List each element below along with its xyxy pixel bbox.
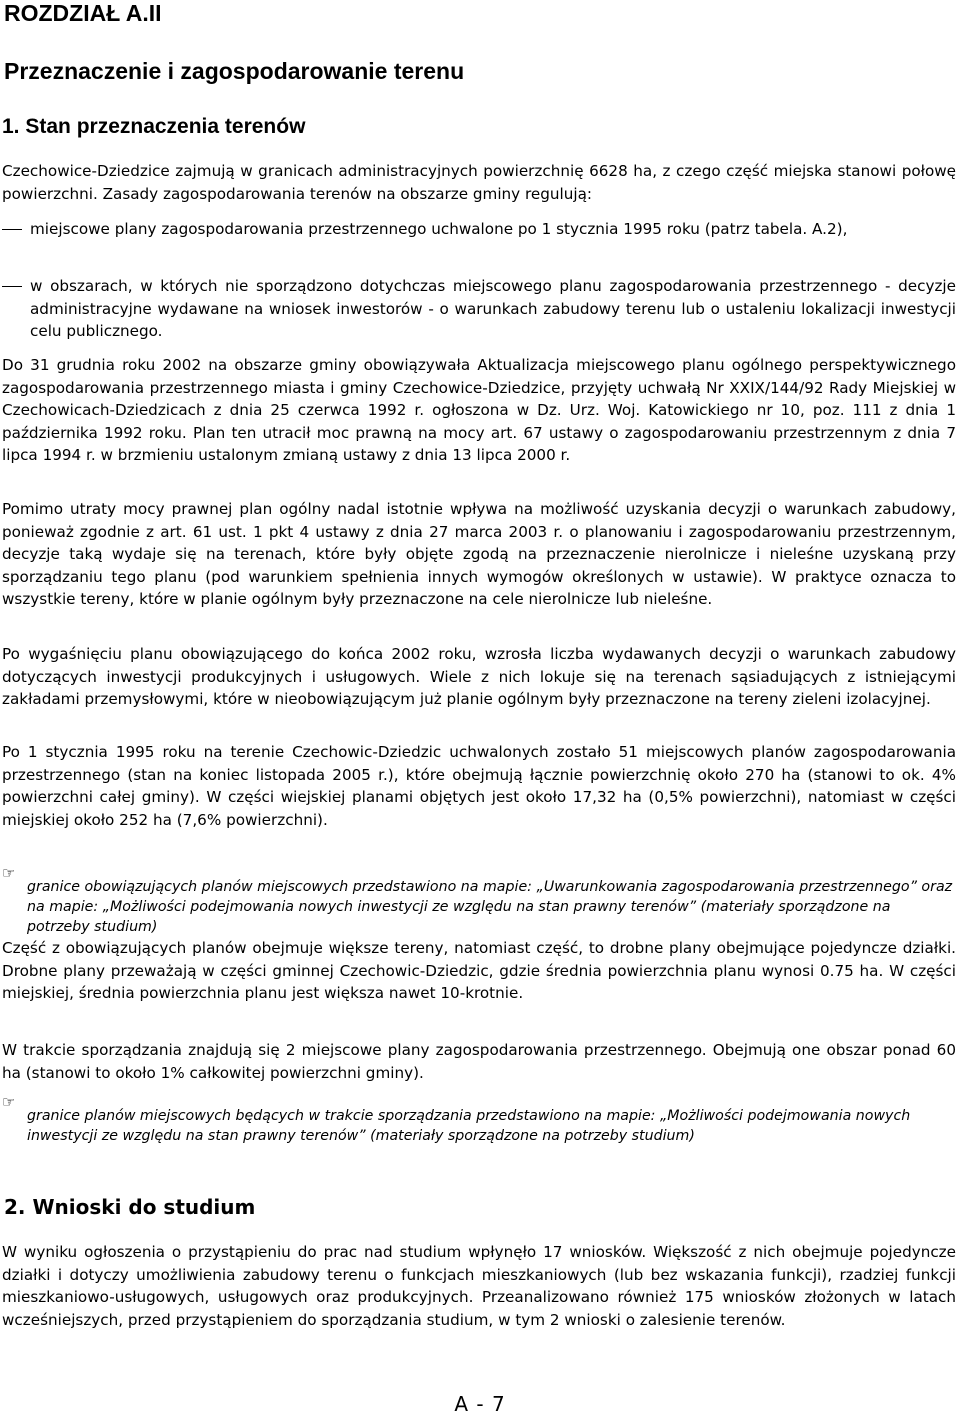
paragraph-local-plans: Po 1 stycznia 1995 roku na terenie Czechowic-Dziedzic uchwalonych zostało 51 miejscowych planów zagospodarowania przestrzennego (stan na koniec listopada 2005 r.), które obejmują łącznie powierzchnię około 270 ha (stanowi to ok. 4% powierzchni całej gminy). W części wiejskiej planami objętych jest około 17,32 ha (0,5% powierzchni), natomiast w części miejskiej około 252 ha (7,6% powierzchni). [2,743,956,829]
pointing-hand-icon: ☞ [2,864,16,882]
pointing-hand-icon: ☞ [2,1093,16,1111]
section-1-heading: 1. Stan przeznaczenia terenów [2,115,306,138]
list-item [2,218,956,241]
section-2-heading: 2. Wnioski do studium [4,1195,256,1219]
map-note [2,1093,956,1161]
list-item-text: miejscowe plany zagospodarowania przestrzennego uchwalone po 1 stycznia 1995 roku (patrz tabela. A.2), [30,220,848,238]
paragraph-plan-sizes: Część z obowiązujących planów obejmuje większe tereny, natomiast część, to drobne plany obejmujące pojedyncze działki. Drobne plany przeważają w części gminnej Czechowic-Dziedzic, gdzie średnia powierzchnia planu wynosi 0.75 ha. W części miejskiej, średnia powierzchnia planu jest większa nawet 10-krotnie. [2,939,956,1002]
dash-bullet [2,286,22,287]
page-title: Przeznaczenie i zagospodarowanie terenu [4,58,465,84]
dash-bullet [2,229,22,230]
paragraph-plan-history: Do 31 grudnia roku 2002 na obszarze gminy obowiązywała Aktualizacja miejscowego planu ogólnego perspektywicznego zagospodarowania przestrzennego miasta i gminy Czechowice-Dziedzice, przyjęty uchwałą Nr XXIX/144/92 Rady Miejskiej w Czechowicach-Dziedzicach z dnia 25 czerwca 1992 r. ogłoszona w Dz. Urz. Woj. Katowickiego nr 10, poz. 111 z dnia 1 października 1992 roku. Plan ten utracił moc prawną na mocy art. 67 ustawy o zagospodarowaniu przestrzennym z dnia 7 lipca 1994 r. w brzmieniu ustalonym zmianą ustawy z dnia 13 lipca 2000 r. [2,356,956,464]
intro-paragraph: Czechowice-Dziedzice zajmują w granicach administracyjnych powierzchnię 6628 ha, z czego część miejska stanowi połowę powierzchni. Zasady zagospodarowania terenów na obszarze gminy regulują: [2,162,956,203]
chapter-heading: ROZDZIAŁ A.II [4,0,162,26]
paragraph-legal-effect: Pomimo utraty mocy prawnej plan ogólny nadal istotnie wpływa na możliwość uzyskania decyzji o warunkach zabudowy, ponieważ zgodnie z art. 61 ust. 1 pkt 4 ustawy z dnia 27 marca 2003 r. o planowaniu i zagospodarowaniu przestrzennym, decyzje taką wydaje się na terenach, które były objęte zgodą na przeznaczenie nierolnicze i nieleśne uzyskaną przy sporządzaniu tego planu (pod warunkiem spełnienia innych wymogów określonych w ustawie). W praktyce oznacza to wszystkie tereny, które w planie ogólnym były przeznaczone na cele nierolnicze lub nieleśne. [2,500,956,608]
paragraph-plans-in-progress: W trakcie sporządzania znajdują się 2 miejscowe plany zagospodarowania przestrzennego. Obejmują one obszar ponad 60 ha (stanowi to około 1% całkowitej powierzchni gminy). [2,1041,956,1082]
map-note-text: granice planów miejscowych będących w trakcie sporządzania przedstawiono na mapie: „Możliwości podejmowania nowych inwestycji ze względu na stan prawny terenów” (materiały sporządzone na potrzeby studium) [27,1108,911,1144]
list-item [2,275,956,343]
map-note-text: granice obowiązujących planów miejscowych przedstawiono na mapie: „Uwarunkowania zagospodarowania przestrzennego” oraz na mapie: „Możliwości podejmowania nowych inwestycji ze względu na stan prawny terenów” (materiały sporządzone na potrzeby studium) [27,879,953,935]
paragraph-applications: W wyniku ogłoszenia o przystąpieniu do prac nad studium wpłynęło 17 wniosków. Większość z nich obejmuje pojedyncze działki i dotyczy umożliwienia zabudowy terenu o funkcjach mieszkaniowych (lub bez wskazania funkcji), rzadziej funkcji mieszkaniowo-usługowych, usługowych oraz produkcyjnych. Przeanalizowano również 175 wniosków złożonych w latach wcześniejszych, przed przystąpieniem do sporządzania studium, w tym 2 wnioski o zalesienie terenów. [2,1243,956,1329]
paragraph-decisions: Po wygaśnięciu planu obowiązującego do końca 2002 roku, wzrosła liczba wydawanych decyzji o warunkach zabudowy dotyczących inwestycji produkcyjnych i usługowych. Wiele z nich lokuje się na terenach sąsiadujących z istniejącymi zakładami przemysłowymi, które w nieobowiązującym już planie ogólnym były przeznaczone na tereny zieleni izolacyjnej. [2,645,956,708]
page-number: A - 7 [454,1392,506,1416]
list-item-text: w obszarach, w których nie sporządzono dotychczas miejscowego planu zagospodarowania przestrzennego - decyzje administracyjne wydawane na wniosek inwestorów - o warunkach zabudowy terenu lub o ustaleniu lokalizacji inwestycji celu publicznego. [30,277,956,340]
